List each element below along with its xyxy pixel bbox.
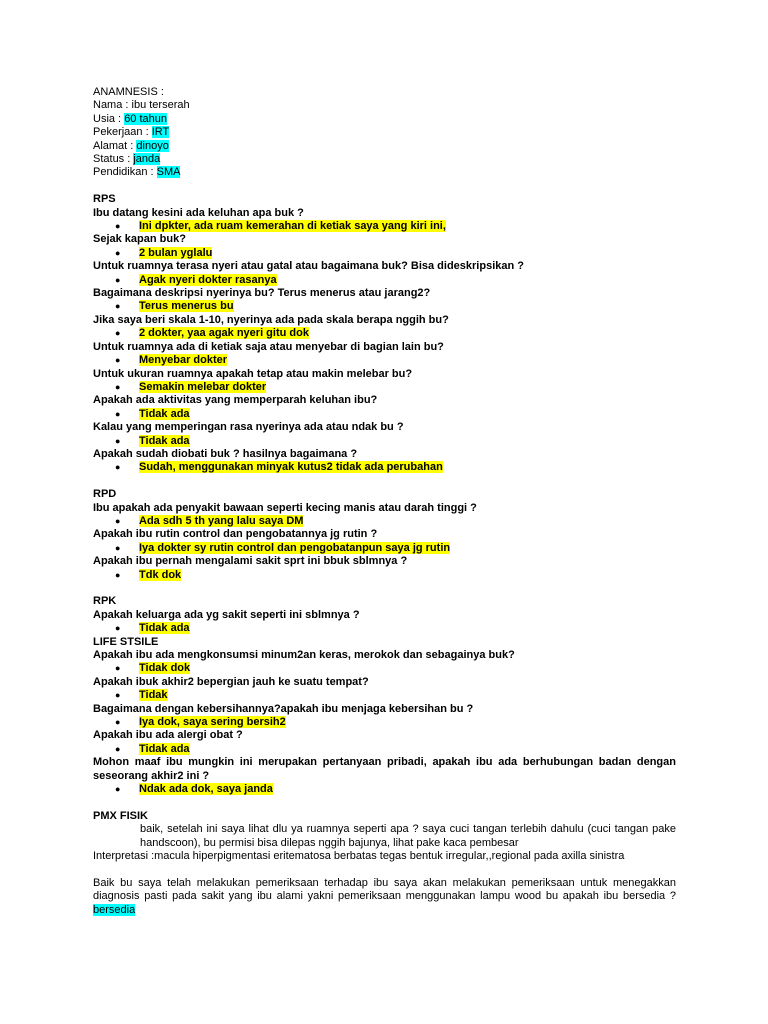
question: Untuk ruamnya terasa nyeri atau gatal atau bagaimana buk? Bisa dideskripsikan ? — [93, 260, 524, 273]
answer: ● Tidak ada — [115, 622, 190, 635]
question: Apakah ibuk akhir2 bepergian jauh ke suatu tempat? — [93, 675, 369, 688]
patient-name: Nama : ibu terserah — [93, 99, 190, 112]
answer: ● Tidak ada — [115, 407, 190, 420]
consent-answer: bersedia — [93, 903, 136, 916]
question: Apakah ibu rutin control dan pengobatannya jg rutin ? — [93, 528, 378, 541]
answer: ● Tidak — [115, 689, 168, 702]
rpd-heading: RPD — [93, 488, 117, 501]
bullet-icon: ● — [115, 569, 121, 580]
answer: ● Ini dpkter, ada ruam kemerahan di ketiak saya yang kiri ini, — [115, 220, 446, 233]
answer: ● Sudah, menggunakan minyak kutus2 tidak ada perubahan — [115, 461, 443, 474]
question: Ibu apakah ada penyakit bawaan seperti kecing manis atau darah tinggi ? — [93, 501, 477, 514]
question: Ibu datang kesini ada keluhan apa buk ? — [93, 206, 304, 219]
answer: ● Iya dok, saya sering bersih2 — [115, 716, 286, 729]
closing-text: Baik bu saya telah melakukan pemeriksaan terhadap ibu saya akan melakukan pemeriksaan untuk menegakkan diagnosis pasti pada sakit yang ibu alami yakni pemeriksaan menggunakan lampu wood bu apakah ibu bersedia ? — [93, 876, 676, 903]
answer: ● Ada sdh 5 th yang lalu saya DM — [115, 514, 304, 527]
rps-list — [93, 207, 676, 475]
question: Apakah ada aktivitas yang memperparah keluhan ibu? — [93, 394, 378, 407]
bullet-icon: ● — [115, 247, 121, 258]
question: Apakah ibu ada alergi obat ? — [93, 729, 243, 742]
lifestyle-heading: LIFE STSILE — [93, 635, 159, 648]
rpk-heading: RPK — [93, 595, 117, 608]
answer: ● Tidak ada — [115, 434, 190, 447]
answer: ● Ndak ada dok, saya janda — [115, 783, 273, 796]
education-value: SMA — [156, 166, 181, 179]
occupation-value: IRT — [151, 126, 170, 139]
patient-age — [93, 113, 676, 126]
bullet-icon: ● — [115, 515, 121, 526]
bullet-icon: ● — [115, 221, 121, 232]
answer: ● Tdk dok — [115, 568, 182, 581]
patient-education — [93, 166, 676, 179]
bullet-icon: ● — [115, 301, 121, 312]
lifestyle-list — [93, 649, 676, 796]
bullet-icon: ● — [115, 381, 121, 392]
answer: ● Terus menerus bu — [115, 300, 234, 313]
question: Apakah sudah diobati buk ? hasilnya bagaimana ? — [93, 447, 358, 460]
answer: ● Agak nyeri dokter rasanya — [115, 273, 277, 286]
rpk-list — [93, 609, 676, 636]
answer: ● Tidak dok — [115, 662, 191, 675]
bullet-icon: ● — [115, 623, 121, 634]
interpretation: Interpretasi :macula hiperpigmentasi eritematosa berbatas tegas bentuk irregular,,regional pada axilla sinistra — [93, 850, 625, 863]
bullet-icon: ● — [115, 743, 121, 754]
status-label: Status : — [93, 153, 134, 166]
question: Sejak kapan buk? — [93, 233, 186, 246]
question: Mohon maaf ibu mungkin ini merupakan pertanyaan pribadi, apakah ibu ada berhubungan badan dengan seseorang akhir2 ini ? — [93, 756, 676, 782]
answer: ● Tidak ada — [115, 742, 190, 755]
patient-status — [93, 153, 676, 166]
bullet-icon: ● — [115, 542, 121, 553]
bullet-icon: ● — [115, 462, 121, 473]
address-value: dinoyo — [136, 139, 169, 152]
question: Jika saya beri skala 1-10, nyerinya ada pada skala berapa nggih bu? — [93, 313, 449, 326]
bullet-icon: ● — [115, 435, 121, 446]
pmx-heading: PMX FISIK — [93, 809, 149, 822]
bullet-icon: ● — [115, 408, 121, 419]
answer: ● Menyebar dokter — [115, 354, 228, 367]
education-label: Pendidikan : — [93, 166, 157, 179]
answer: ● Iya dokter sy rutin control dan pengobatanpun saya jg rutin — [115, 541, 451, 554]
answer: ● 2 dokter, yaa agak nyeri gitu dok — [115, 327, 309, 340]
bullet-icon: ● — [115, 274, 121, 285]
question: Untuk ukuran ruamnya apakah tetap atau makin melebar bu? — [93, 367, 413, 380]
answer: ● 2 bulan yglalu — [115, 246, 213, 259]
pmx-paragraph: baik, setelah ini saya lihat dlu ya ruamnya seperti apa ? saya cuci tangan terlebih dahulu (cuci tangan pake handscoon), bu permisi bisa dilepas nggih bajunya, lihat pake kaca pembesar — [140, 823, 676, 849]
age-label: Usia : — [93, 112, 125, 125]
closing-paragraph — [93, 877, 676, 917]
bullet-icon: ● — [115, 717, 121, 728]
patient-occupation — [93, 126, 676, 139]
bullet-icon: ● — [115, 328, 121, 339]
age-value: 60 tahun — [124, 112, 168, 125]
rpd-list — [93, 502, 676, 582]
question: Apakah ibu pernah mengalami sakit sprt ini bbuk sblmnya ? — [93, 555, 408, 568]
address-label: Alamat : — [93, 139, 137, 152]
bullet-icon: ● — [115, 355, 121, 366]
bullet-icon: ● — [115, 663, 121, 674]
bullet-icon: ● — [115, 784, 121, 795]
occupation-label: Pekerjaan : — [93, 126, 152, 139]
question: Untuk ruamnya ada di ketiak saja atau menyebar di bagian lain bu? — [93, 340, 444, 353]
document-body — [93, 86, 676, 917]
question: Apakah keluarga ada yg sakit seperti ini sblmnya ? — [93, 608, 360, 621]
question: Apakah ibu ada mengkonsumsi minum2an keras, merokok dan sebagainya buk? — [93, 649, 515, 662]
question: Bagaimana deskripsi nyerinya bu? Terus menerus atau jarang2? — [93, 287, 431, 300]
answer: ● Semakin melebar dokter — [115, 380, 267, 393]
question: Bagaimana dengan kebersihannya?apakah ibu menjaga kebersihan bu ? — [93, 702, 474, 715]
anamnesis-heading: ANAMNESIS : — [93, 86, 164, 98]
bullet-icon: ● — [115, 690, 121, 701]
status-value: janda — [133, 153, 161, 166]
patient-address — [93, 140, 676, 153]
question: Kalau yang memperingan rasa nyerinya ada atau ndak bu ? — [93, 421, 404, 434]
rps-heading: RPS — [93, 193, 116, 206]
